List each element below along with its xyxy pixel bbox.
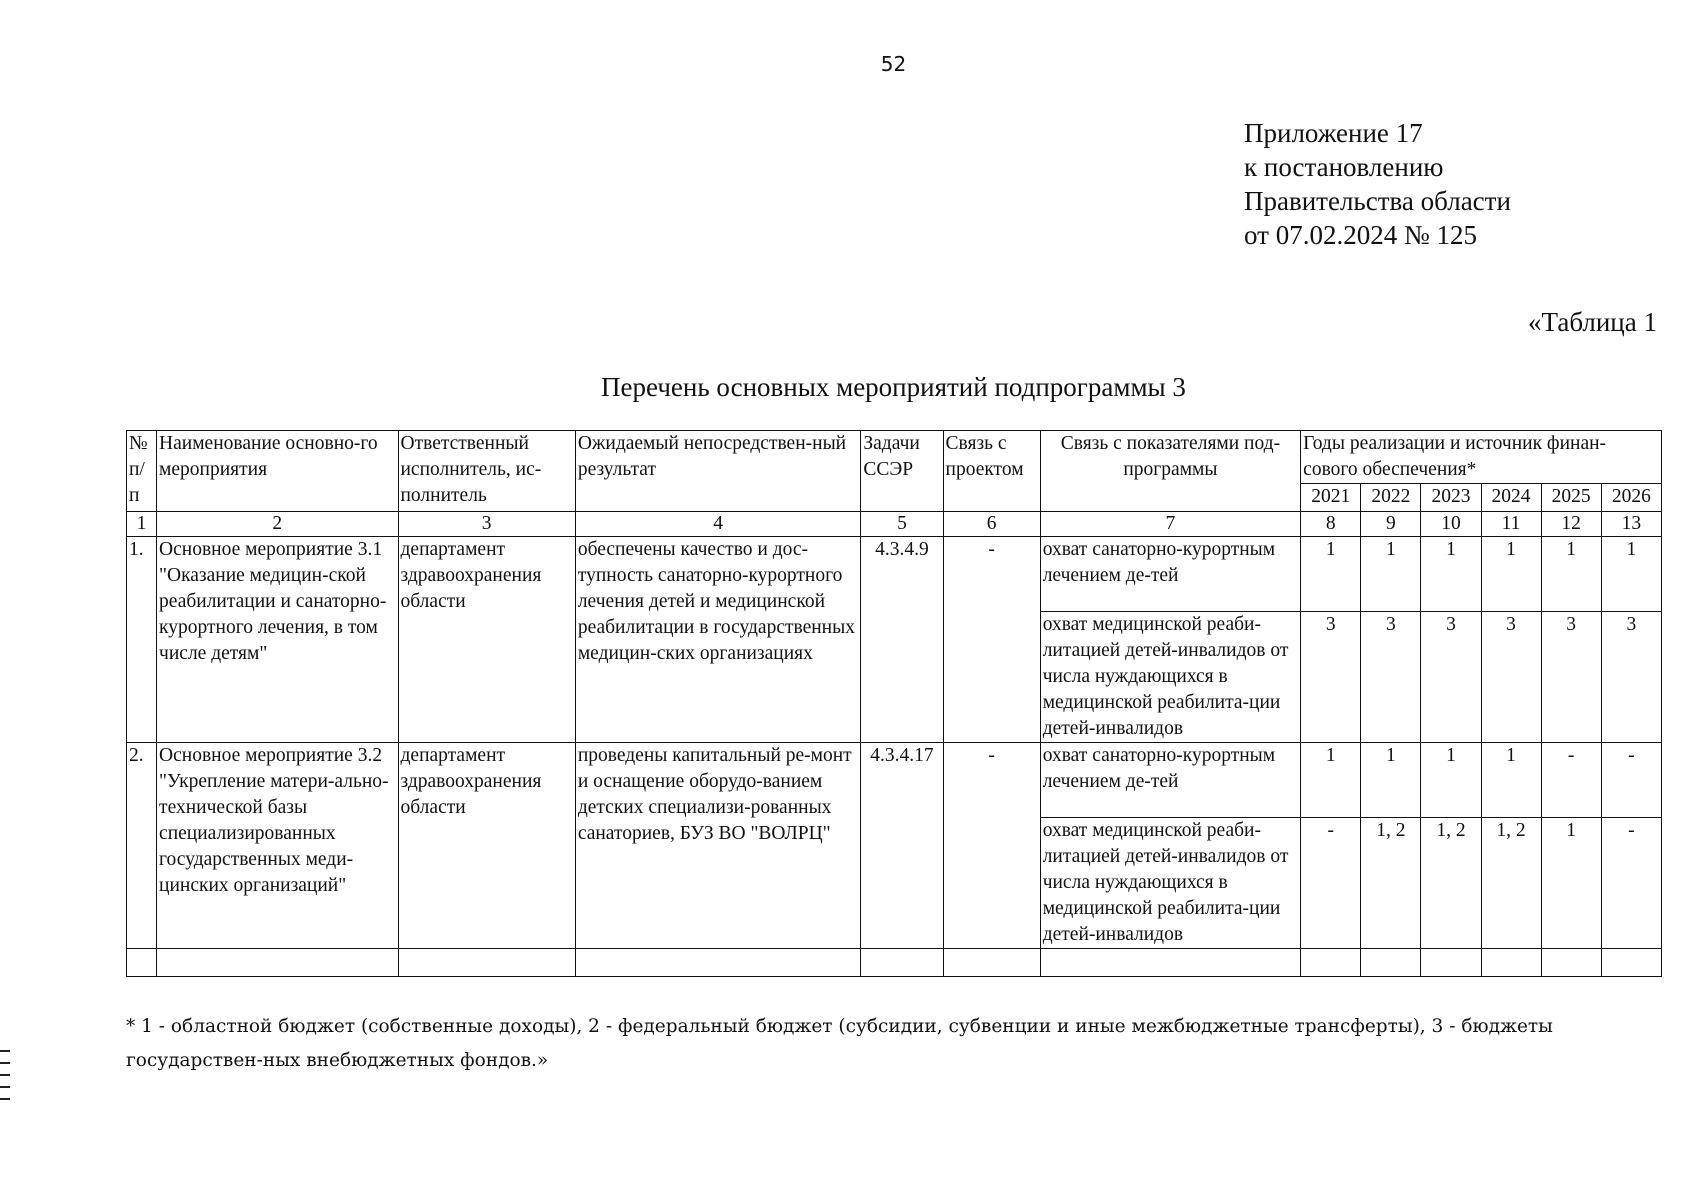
row-indicator: охват санаторно-курортным лечением де-тей — [1040, 537, 1300, 612]
row-num: 1. — [127, 537, 157, 743]
row-executor: департамент здравоохранения области — [398, 537, 575, 743]
header-project: Связь с проектом — [943, 431, 1040, 512]
header-indicators: Связь с показателями под-программы — [1040, 431, 1300, 512]
row-tasks: 4.3.4.9 — [861, 537, 943, 743]
year-value: 1 — [1541, 537, 1601, 612]
column-number: 10 — [1421, 512, 1481, 537]
table-row — [127, 537, 1662, 612]
year-value: 1, 2 — [1421, 818, 1481, 949]
header-name: Наименование основно-го мероприятия — [157, 431, 398, 512]
year-value: 3 — [1541, 612, 1601, 743]
header-year: 2025 — [1541, 484, 1601, 512]
empty-row — [127, 949, 1662, 977]
column-number: 8 — [1301, 512, 1361, 537]
appendix-block — [1244, 116, 1511, 252]
row-executor: департамент здравоохранения области — [398, 743, 575, 949]
year-value: 3 — [1421, 612, 1481, 743]
year-value: 3 — [1601, 612, 1661, 743]
column-number: 4 — [575, 512, 861, 537]
year-value: 1 — [1421, 537, 1481, 612]
header-year: 2021 — [1301, 484, 1361, 512]
row-indicator: охват медицинской реаби-литацией детей-инвалидов от числа нуждающихся в медицинской реабилита-ции детей-инвалидов — [1040, 818, 1300, 949]
year-value: 1 — [1361, 743, 1421, 818]
year-value: 1 — [1481, 743, 1541, 818]
table-label: «Таблица 1 — [1528, 307, 1657, 337]
column-number: 7 — [1040, 512, 1300, 537]
row-indicator: охват медицинской реаби-литацией детей-инвалидов от числа нуждающихся в медицинской реабилита-ции детей-инвалидов — [1040, 612, 1300, 743]
row-name: Основное мероприятие 3.1 "Оказание медицин-ской реабилитации и санаторно-курортного лечения, в том числе детям" — [157, 537, 398, 743]
header-years-group: Годы реализации и источник финан-сового обеспечения* — [1301, 431, 1662, 484]
scan-margin-marks — [0, 1050, 12, 1110]
appendix-line: Приложение 17 — [1244, 118, 1423, 148]
row-project: - — [943, 743, 1040, 949]
year-value: - — [1601, 818, 1661, 949]
year-value: 1 — [1301, 743, 1361, 818]
year-value: 3 — [1301, 612, 1361, 743]
header-year: 2023 — [1421, 484, 1481, 512]
year-value: - — [1601, 743, 1661, 818]
header-executor: Ответственный исполнитель, ис-полнитель — [398, 431, 575, 512]
column-number: 6 — [943, 512, 1040, 537]
year-value: 1, 2 — [1361, 818, 1421, 949]
header-year: 2026 — [1601, 484, 1661, 512]
year-value: 3 — [1481, 612, 1541, 743]
appendix-line: к постановлению — [1244, 152, 1444, 182]
header-year: 2022 — [1361, 484, 1421, 512]
year-value: 1 — [1361, 537, 1421, 612]
table-row — [127, 743, 1662, 818]
header-num: № п/п — [127, 431, 157, 512]
column-number: 2 — [157, 512, 398, 537]
row-num: 2. — [127, 743, 157, 949]
footnote: * 1 - областной бюджет (собственные доходы), 2 - федеральный бюджет (субсидии, субвенции и иные межбюджетные трансферты), 3 - бюджеты государствен-ных внебюджетных фондов.» — [126, 1016, 1553, 1071]
year-value: - — [1541, 743, 1601, 818]
row-indicator: охват санаторно-курортным лечением де-тей — [1040, 743, 1300, 818]
year-value: 3 — [1361, 612, 1421, 743]
year-value: 1 — [1601, 537, 1661, 612]
column-number: 9 — [1361, 512, 1421, 537]
year-value: 1 — [1481, 537, 1541, 612]
year-value: 1 — [1301, 537, 1361, 612]
column-number: 12 — [1541, 512, 1601, 537]
row-name: Основное мероприятие 3.2 "Укрепление матери-ально-технической базы специализированных государственных меди-цинских организаций" — [157, 743, 398, 949]
year-value: 1 — [1541, 818, 1601, 949]
row-result: обеспечены качество и дос-тупность санаторно-курортного лечения детей и медицинской реабилитации в государственных медицин-ских организациях — [575, 537, 861, 743]
page-number: 52 — [880, 52, 907, 76]
year-value: - — [1301, 818, 1361, 949]
header-result: Ожидаемый непосредствен-ный результат — [575, 431, 861, 512]
appendix-line: Правительства области — [1244, 186, 1511, 216]
column-number: 3 — [398, 512, 575, 537]
row-tasks: 4.3.4.17 — [861, 743, 943, 949]
header-tasks: Задачи ССЭР — [861, 431, 943, 512]
column-number: 11 — [1481, 512, 1541, 537]
column-number: 5 — [861, 512, 943, 537]
row-result: проведены капитальный ре-монт и оснащение оборудо-ванием детских специализи-рованных санаториев, БУЗ ВО "ВОЛРЦ" — [575, 743, 861, 949]
column-number: 1 — [127, 512, 157, 537]
appendix-line: от 07.02.2024 № 125 — [1244, 220, 1477, 250]
column-number: 13 — [1601, 512, 1661, 537]
measures-table — [126, 430, 1662, 977]
table-title: Перечень основных мероприятий подпрограммы 3 — [601, 372, 1186, 402]
year-value: 1, 2 — [1481, 818, 1541, 949]
header-year: 2024 — [1481, 484, 1541, 512]
row-project: - — [943, 537, 1040, 743]
year-value: 1 — [1421, 743, 1481, 818]
